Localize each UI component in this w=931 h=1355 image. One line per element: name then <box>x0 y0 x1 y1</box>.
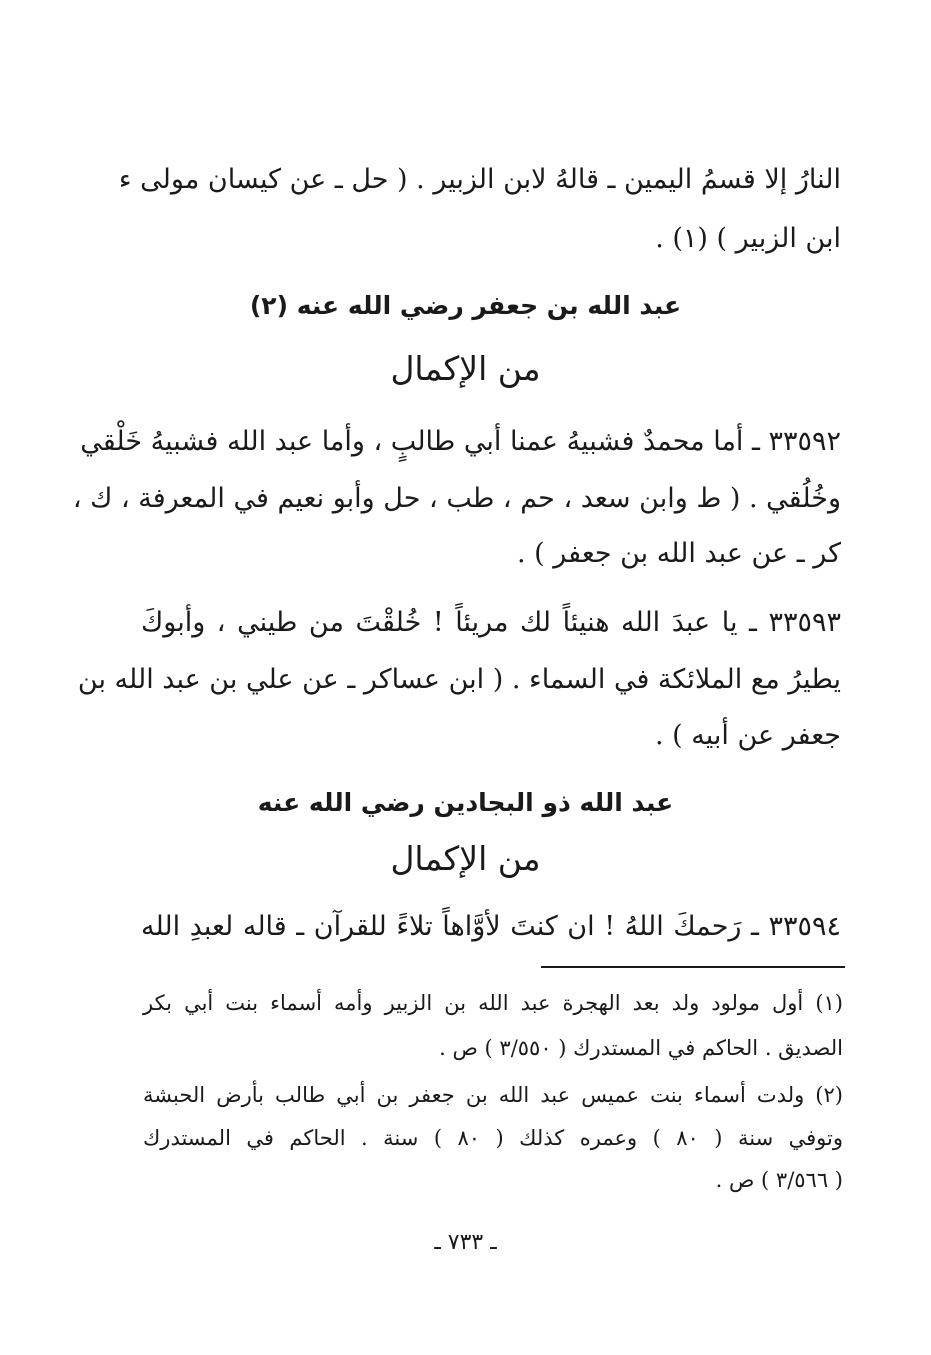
footnote-2-line-1: (٢) ولدت أسماء بنت عميس عبد الله بن جعفر بن أبي طالب بأرض الحبشة <box>143 1083 843 1107</box>
section-subheading-min-al-ikmal-2: من الإكمال <box>390 839 541 878</box>
hadith-33594-line-1: ٣٣٥٩٤ ـ رَحمكَ اللهُ ! ان كنتَ لأوَّاهاً تلاءً للقرآن ـ قاله لعبدِ الله <box>141 911 841 942</box>
section-subheading-min-al-ikmal-1: من الإكمال <box>390 349 541 388</box>
text-line-2: ابن الزبير ) (١) . <box>655 223 841 254</box>
page-number: ـ ٧٣٣ ـ <box>434 1230 497 1255</box>
hadith-33592-line-3: كر ـ عن عبد الله بن جعفر ) . <box>516 538 841 569</box>
footnote-1-line-2: الصديق . الحاكم في المستدرك ( ٣/٥٥٠ ) ص . <box>439 1036 843 1060</box>
hadith-33593-line-2: يطيرُ مع الملائكة في السماء . ( ابن عساكر ـ عن علي بن عبد الله بن <box>77 664 841 695</box>
footnote-2-line-2: وتوفي سنة ( ٨٠ ) وعمره كذلك ( ٨٠ ) سنة . الحاكم في المستدرك <box>143 1126 844 1150</box>
footnote-1-line-1: (١) أول مولود ولد بعد الهجرة عبد الله بن الزبير وأمه أسماء بنت أبي بكر <box>143 991 843 1015</box>
section-heading-abdullah-bin-jafar: عبد الله بن جعفر رضي الله عنه (٢) <box>249 291 682 320</box>
section-heading-dhu-al-bijadayn: عبد الله ذو البجادين رضي الله عنه <box>257 788 674 817</box>
hadith-33592-line-2: وخُلُقي . ( ط وابن سعد ، حم ، طب ، حل وأبو نعيم في المعرفة ، ك ، <box>72 483 841 514</box>
footnote-2-line-3: ( ٣/٥٦٦ ) ص . <box>715 1168 843 1192</box>
hadith-33592-line-1: ٣٣٥٩٢ ـ أما محمدٌ فشبيهُ عمنا أبي طالبٍ ، وأما عبد الله فشبيهُ خَلْقي <box>80 426 841 457</box>
text-line-1: النارُ إلا قسمُ اليمين ـ قالهُ لابن الزبير . ( حل ـ عن كيسان مولى ء <box>118 164 841 195</box>
hadith-33593-line-1: ٣٣٥٩٣ ـ يا عبدَ الله هنيئاً لك مريئاً ! خُلقْتَ من طيني ، وأبوكَ <box>141 607 841 638</box>
hadith-33593-line-3: جعفر عن أبيه ) . <box>654 720 841 751</box>
footnote-separator <box>541 966 845 968</box>
